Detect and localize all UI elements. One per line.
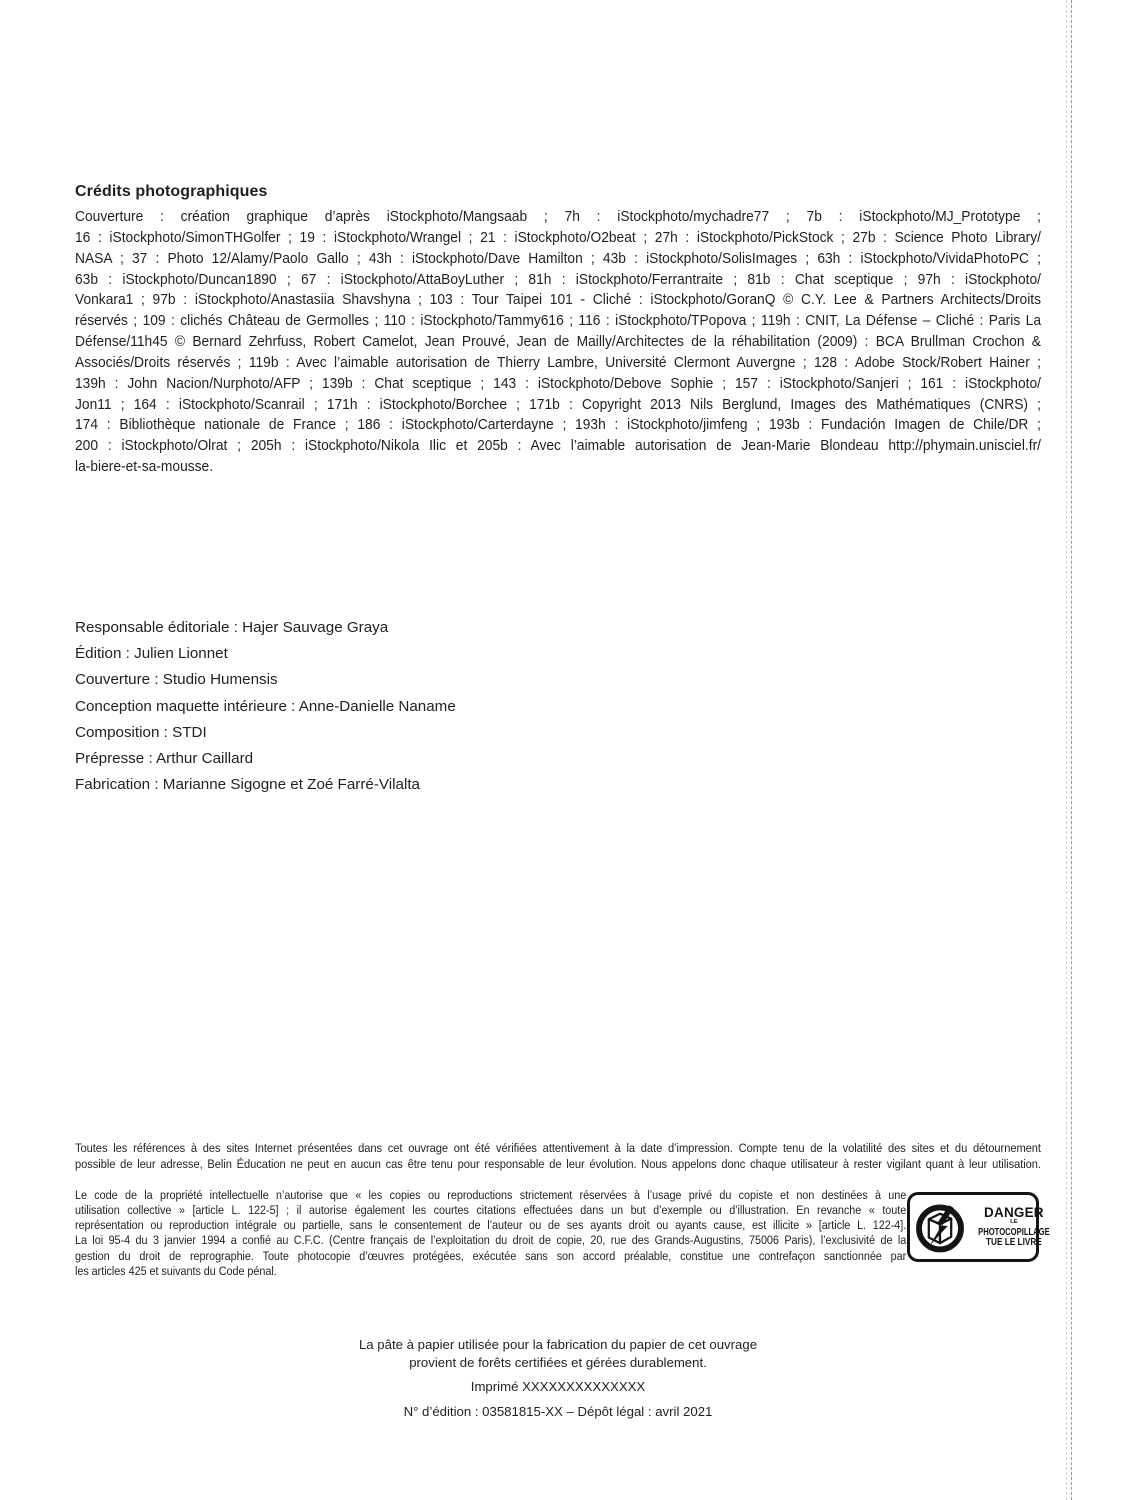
credits-line: Jon11 ; 164 : iStockphoto/Scanrail ; 171h : iStockphoto/Borchee ; 171b : Copyright 2013 Nils Berglund, Images des Mathématiques (CNRS) ; (75, 395, 1041, 413)
notice-line: Toutes les références à des sites Internet présentées dans cet ouvrage ont été vérifiées attentivement à la date d’impression. Compte tenu de la volatilité des sites et du détournement (75, 1141, 1041, 1155)
credits-line: Associés/Droits réservés ; 119b : Avec l’aimable autorisation de Thierry Lambre, Université Clermont Auvergne ; 128 : Adobe Stock/Robert Hainer ; (75, 353, 1041, 371)
staff-line-interior-design: Conception maquette intérieure : Anne-Danielle Naname (75, 697, 456, 715)
credits-line: 174 : Bibliothèque nationale de France ; 186 : iStockphoto/Carterdayne ; 193h : iStockphoto/jimfeng ; 193b : Fundación Imagen de Chile/DR ; (75, 416, 1041, 434)
staff-credits-list (75, 615, 456, 798)
internet-references-notice (75, 1141, 1041, 1172)
staff-line-prepress: Prépresse : Arthur Caillard (75, 750, 254, 768)
credits-line: Vonkara1 ; 97b : iStockphoto/Anastasiia Shavshyna ; 103 : Tour Taipei 101 - Cliché : iStockphoto/GoranQ © C.Y. Lee & Partners Architects/Droits (75, 291, 1041, 309)
credits-line: 139h : John Nacion/Nurphoto/AFP ; 139b : Chat sceptique ; 143 : iStockphoto/Debove Sophie ; 157 : iStockphoto/Sanjeri ; 161 : iStockphoto/ (75, 374, 1041, 392)
credits-line: NASA ; 37 : Photo 12/Alamy/Paolo Gallo ; 43h : iStockphoto/Dave Hamilton ; 43b : iStockphoto/SolisImages ; 63h : iStockphoto/VividaPhotoPC ; (75, 249, 1041, 267)
edition-number-and-legal-deposit: N° d’édition : 03581815-XX – Dépôt légal : avril 2021 (403, 1404, 713, 1419)
staff-line-composition: Composition : STDI (75, 723, 207, 741)
credits-line: réservés ; 109 : clichés Château de Germolles ; 110 : iStockphoto/Tammy616 ; 116 : iStockphoto/TPopova ; 119h : CNIT, La Défense – Cliché : Paris La (75, 312, 1041, 330)
danger-title: DANGER (984, 1204, 1044, 1220)
credits-line: 63b : iStockphoto/Duncan1890 ; 67 : iStockphoto/AttaBoyLuther ; 81h : iStockphoto/Ferrantraite ; 81b : Chat sceptique ; 97h : iStockphoto/ (75, 270, 1041, 288)
fold-dashed-line-left (1066, 0, 1067, 1500)
copyright-line: représentation ou reproduction intégrale ou partielle, sans le consentement de l’auteur ou de ses ayants droit ou ayants cause, est illicite » [article L. 122-4]. (75, 1218, 907, 1233)
copyright-line: les articles 425 et suivants du Code pénal. (75, 1263, 277, 1278)
photo-credits-heading: Crédits photographiques (75, 183, 268, 200)
copyright-line: utilisation collective » [article L. 122-5] ; il autorise également les courtes citations effectuées dans un but d’exemple ou d’illustration. En revanche « toute (75, 1203, 907, 1218)
paper-sustainability-note-line2: provient de forêts certifiées et gérées durablement. (409, 1355, 707, 1370)
danger-photocopillage-label: PHOTOCOPILLAGE (978, 1226, 1050, 1238)
copyright-line: Le code de la propriété intellectuelle n’autorise que « les copies ou reproductions strictement réservées à l’usage privé du copiste et non destinées à une (75, 1188, 907, 1202)
printed-in-note: Imprimé XXXXXXXXXXXXXX (470, 1379, 646, 1394)
staff-line-edition: Édition : Julien Lionnet (75, 645, 228, 663)
danger-article: LE (1010, 1219, 1018, 1226)
notice-line: possible de leur adresse, Belin Éducation ne peut en aucun cas être tenu pour responsable de leur évolution. Nous appelons donc chaque utilisateur à rester vigilant quant à leur utilisation. (75, 1156, 1041, 1171)
credits-line: Couverture : création graphique d’après iStockphoto/Mangsaab ; 7h : iStockphoto/mychadre77 ; 7b : iStockphoto/MJ_Prototype ; (75, 208, 1041, 225)
copyright-line: gestion du droit de reprographie. Toute photocopie d’œuvres protégées, exécutée sans son accord préalable, constitue une contrefaçon sanctionnée par (75, 1248, 907, 1263)
danger-tue-le-livre-label: TUE LE LIVRE (986, 1237, 1042, 1249)
staff-line-fabrication: Fabrication : Marianne Sigogne et Zoé Farré-Vilalta (75, 776, 420, 794)
copyright-law-notice (75, 1188, 906, 1279)
staff-line-editorial-manager: Responsable éditoriale : Hajer Sauvage Graya (75, 619, 389, 636)
danger-photocopillage-stamp (907, 1192, 1050, 1262)
copyright-line: La loi 95-4 du 3 janvier 1994 a confié au C.F.C. (Centre français de l’exploitation du droit de copie, 20, rue des Grands-Augustins, 75006 Paris), l’exclusivité de la (75, 1233, 907, 1248)
paper-sustainability-note-line1: La pâte à papier utilisée pour la fabrication du papier de cet ouvrage (358, 1337, 758, 1352)
photo-credits-paragraph (75, 207, 1041, 478)
fold-dashed-line-right (1071, 0, 1072, 1500)
credits-line: la-biere-et-sa-mousse. (75, 458, 214, 476)
credits-line: Défense/11h45 © Bernard Zehrfuss, Robert Camelot, Jean Prouvé, Jean de Mailly/Architectes de la réhabilitation (2009) : BCA Brullman Crochon & (75, 333, 1041, 351)
danger-stamp-text (968, 1206, 1060, 1248)
credits-line: 16 : iStockphoto/SimonTHGolfer ; 19 : iStockphoto/Wrangel ; 21 : iStockphoto/O2beat ; 27h : iStockphoto/PickStock ; 27b : Science Photo Library/ (75, 228, 1041, 246)
credits-line: 200 : iStockphoto/Olrat ; 205h : iStockphoto/Nikola Ilic et 205b : Avec l’aimable autorisation de Jean-Marie Blondeau http://phymain.unisciel.fr/ (75, 437, 1041, 455)
staff-line-cover: Couverture : Studio Humensis (75, 671, 278, 689)
book-lightning-icon (912, 1199, 968, 1255)
